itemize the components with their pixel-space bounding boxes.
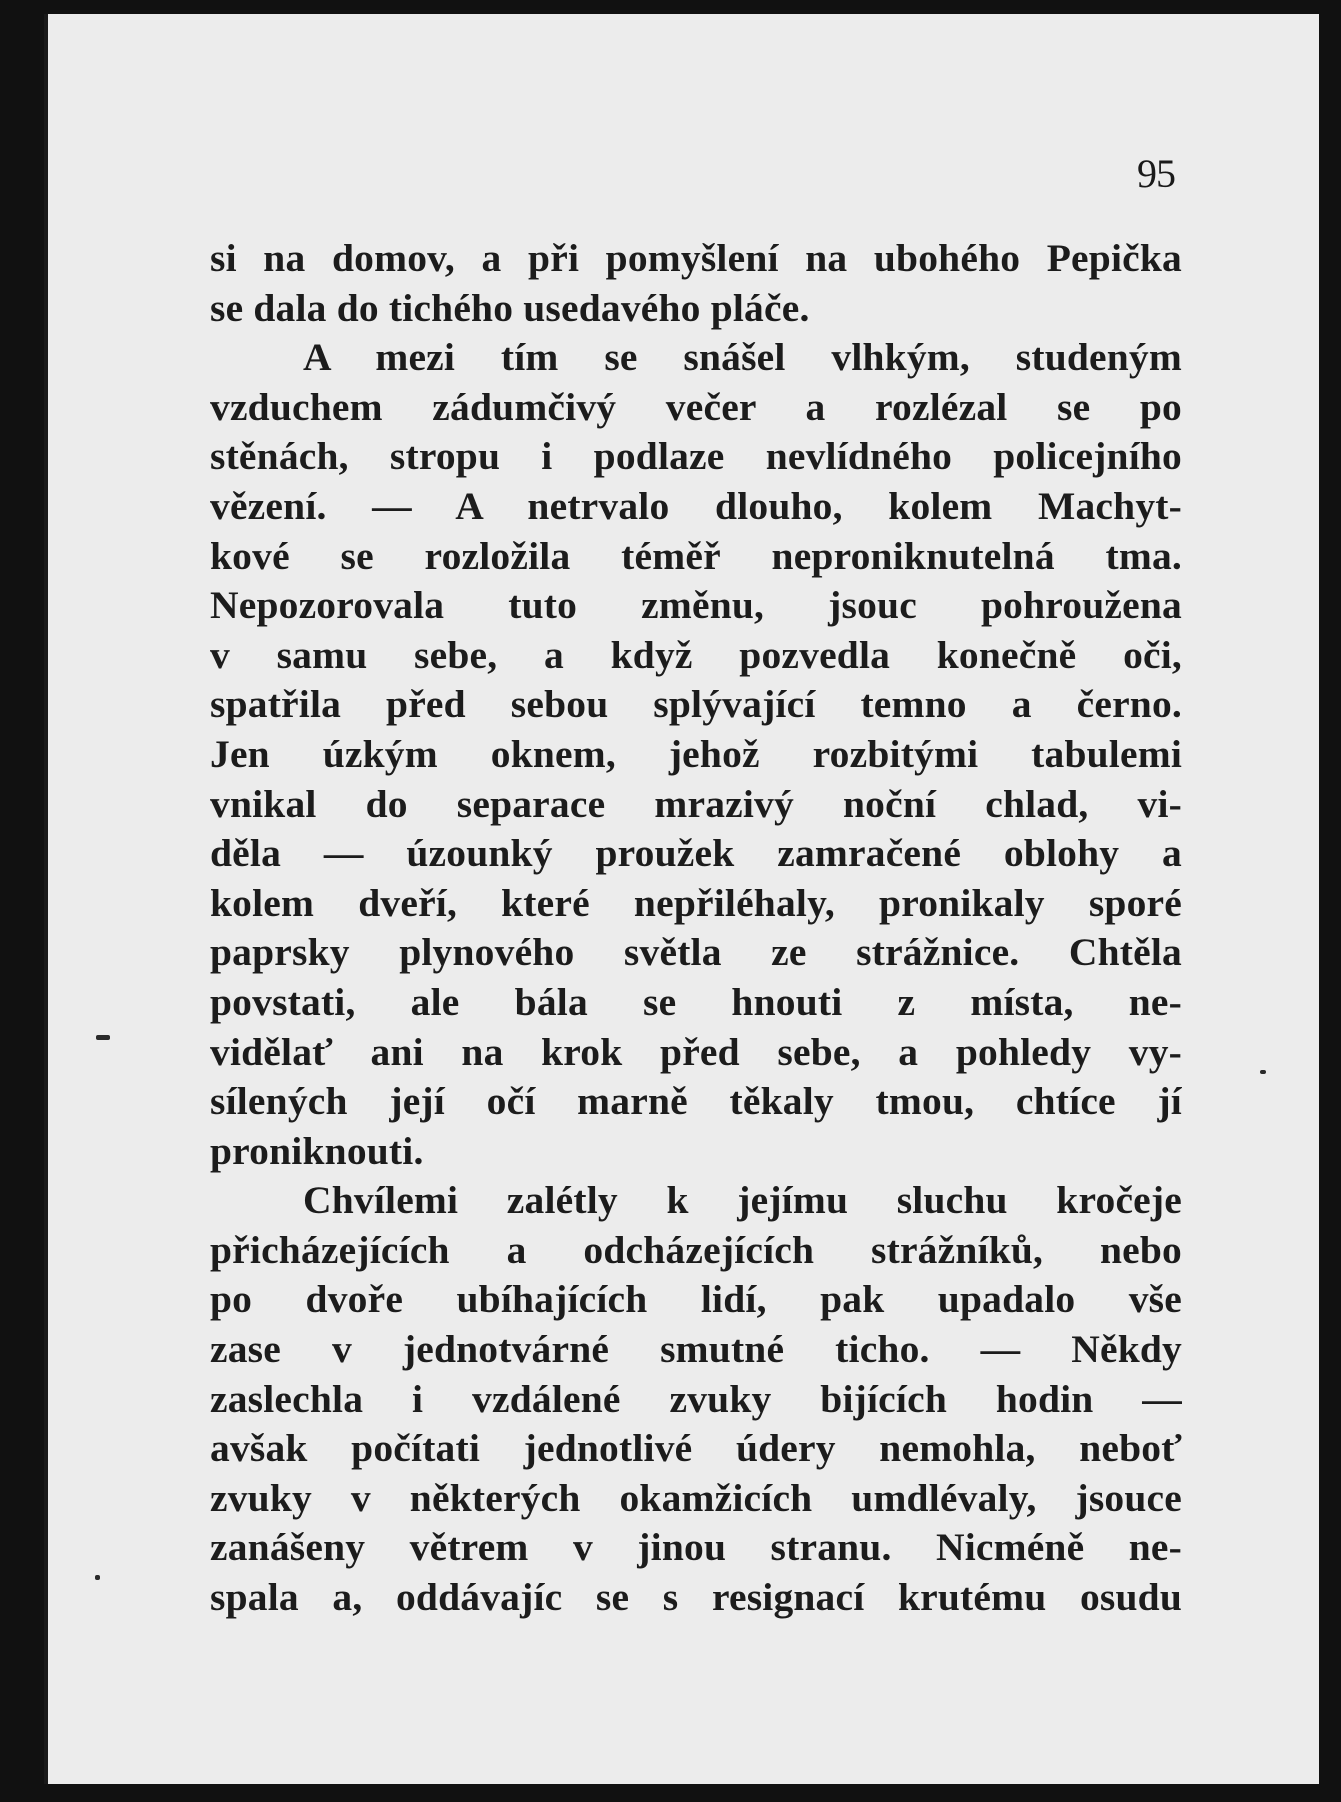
text-line: po dvoře ubíhajících lidí, pak upadalo vše [210,1277,1182,1322]
scan-speck [96,1035,110,1040]
scan-speck [1260,1070,1266,1074]
text-line: zvuky v některých okamžicích umdlévaly, jsouce [210,1475,1182,1520]
text-line: zanášeny větrem v jinou stranu. Nicméně ne- [210,1525,1182,1570]
text-line: paprsky plynového světla ze strážnice. Chtěla [210,930,1182,975]
text-line: si na domov, a při pomyšlení na ubohého Pepička [210,236,1182,280]
text-line: sílených její očí marně těkaly tmou, chtíce jí [210,1079,1182,1124]
text-line: Jen úzkým oknem, jehož rozbitými tabulemi [210,731,1182,776]
scan-speck [95,1575,100,1580]
text-line: děla — úzounký proužek zamračené oblohy a [210,831,1182,876]
text-line: vidělať ani na krok před sebe, a pohledy vy- [210,1029,1182,1074]
text-line: kolem dveří, které nepřiléhaly, pronikaly sporé [210,880,1182,925]
page-number: 95 [1137,151,1175,196]
text-line: zaslechla i vzdálené zvuky bijících hodin — [210,1376,1182,1421]
text-line: stěnách, stropu i podlaze nevlídného policejního [210,434,1182,479]
text-line: povstati, ale bála se hnouti z místa, ne- [210,979,1182,1024]
text-line: A mezi tím se snášel vlhkým, studeným [303,335,1182,380]
text-line: Nepozorovala tuto změnu, jsouc pohroužena [210,583,1182,628]
text-line: zase v jednotvárné smutné ticho. — Někdy [210,1327,1182,1372]
text-line: vězení. — A netrvalo dlouho, kolem Machyt- [210,483,1182,528]
text-line: proniknouti. [210,1128,424,1173]
text-line: Chvílemi zalétly k jejímu sluchu kročeje [303,1178,1182,1223]
text-line: avšak počítati jednotlivé údery nemohla, neboť [210,1426,1182,1471]
text-line: spala a, oddávajíc se s resignací krutému osudu [210,1575,1182,1620]
book-page [44,14,1319,1784]
text-line: přicházejících a odcházejících strážníků, nebo [210,1227,1182,1272]
text-line: se dala do tichého usedavého pláče. [210,285,810,330]
text-line: vnikal do separace mrazivý noční chlad, vi- [210,781,1182,826]
text-line: v samu sebe, a když pozvedla konečně oči, [210,632,1182,677]
text-line: spatřila před sebou splývající temno a černo. [210,682,1182,727]
body-text [210,234,1182,1623]
text-line: kové se rozložila téměř neproniknutelná tma. [210,533,1182,578]
text-line: vzduchem zádumčivý večer a rozlézal se po [210,384,1182,429]
